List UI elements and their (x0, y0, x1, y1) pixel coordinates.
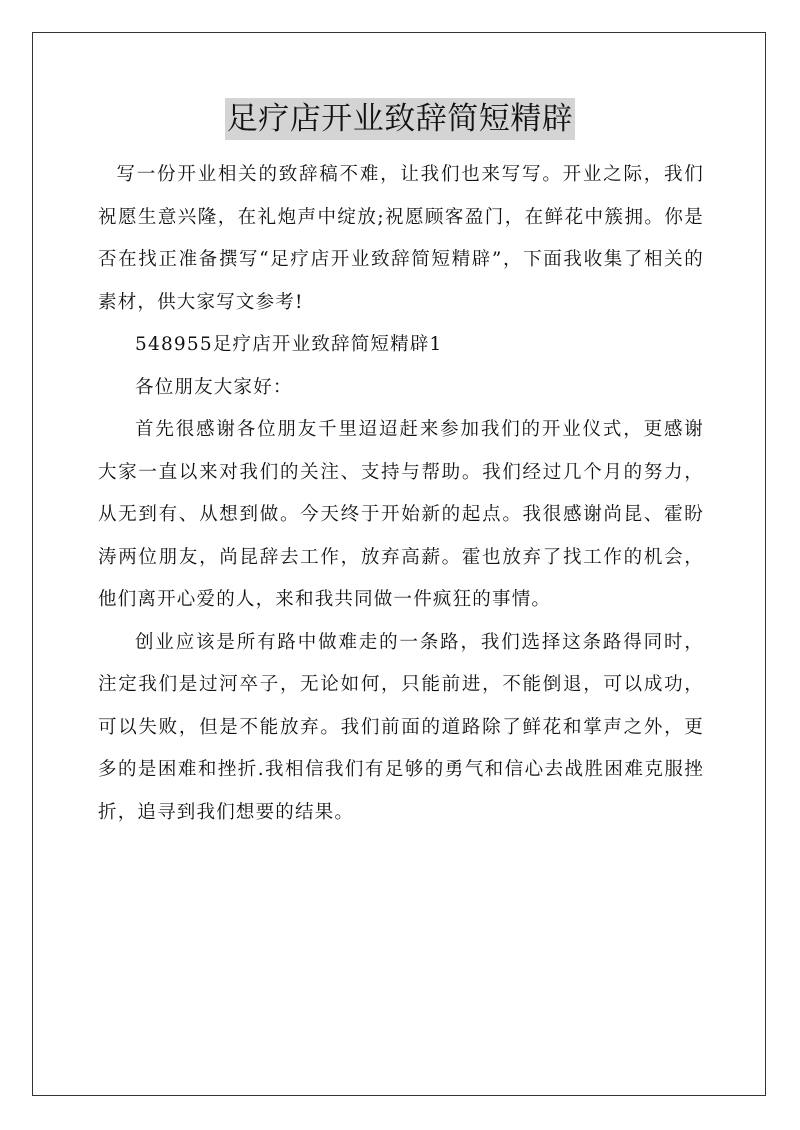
section-heading: 548955足疗店开业致辞简短精辟1 (135, 334, 443, 355)
document-title: 足疗店开业致辞简短精辟 (225, 98, 576, 140)
body-paragraph: 首先很感谢各位朋友千里迢迢赶来参加我们的开业仪式，更感谢大家一直以来对我们的关注、支持与帮助。我们经过几个月的努力，从无到有、从想到做。今天终于开始新的起点。我很感谢尚昆、霍盼涛两位朋友，尚昆辞去工作，放弃高薪。霍也放弃了找工作的机会，他们离开心爱的人，来和我共同做一件疯狂的事情。 (98, 419, 704, 610)
document-body (98, 154, 704, 834)
intro-paragraph: 写一份开业相关的致辞稿不难，让我们也来写写。开业之际，我们祝愿生意兴隆，在礼炮声中绽放;祝愿顾客盈门，在鲜花中簇拥。你是否在找正准备撰写“足疗店开业致辞简短精辟”，下面我收集了相关的素材，供大家写文参考! (98, 164, 704, 313)
body-paragraph: 创业应该是所有路中做难走的一条路，我们选择这条路得同时，注定我们是过河卒子，无论如何，只能前进，不能倒退，可以成功，可以失败，但是不能放弃。我们前面的道路除了鲜花和掌声之外，更多的是困难和挫折.我相信我们有足够的勇气和信心去战胜困难克服挫折，追寻到我们想要的结果。 (98, 631, 704, 823)
salutation: 各位朋友大家好： (135, 376, 293, 398)
title-container (0, 98, 800, 140)
